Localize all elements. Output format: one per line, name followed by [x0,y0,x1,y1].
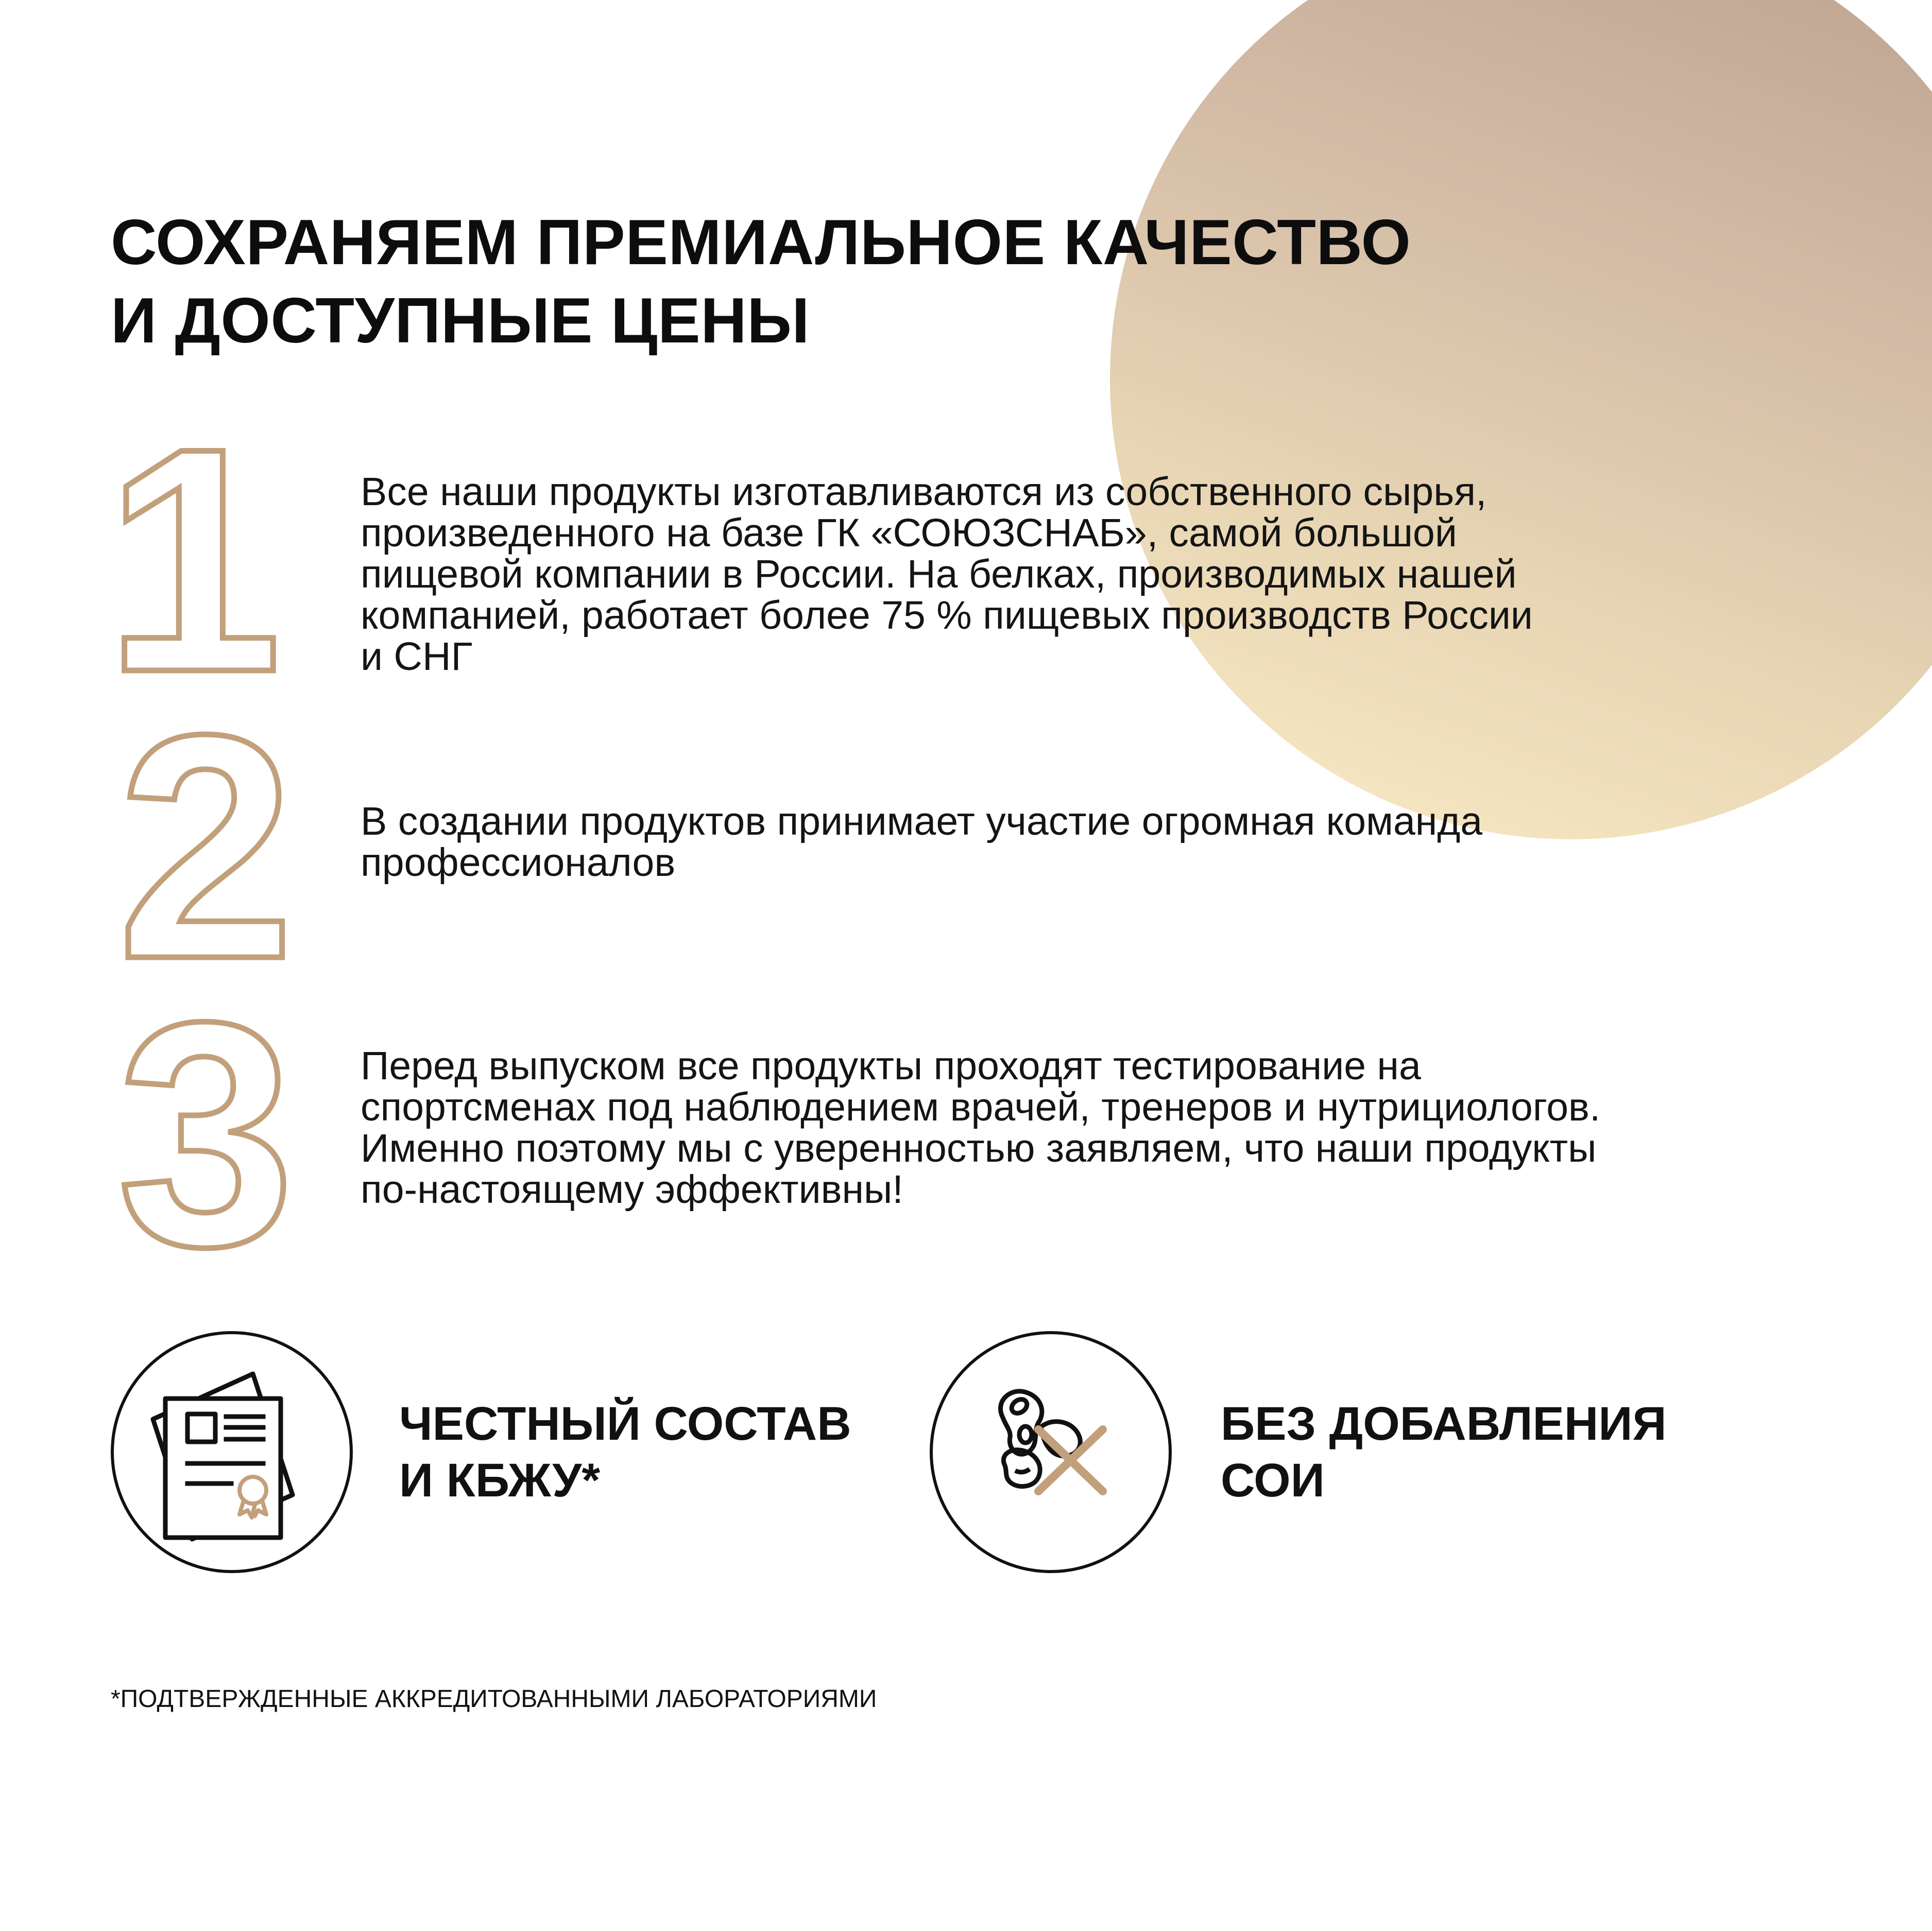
feature-title-honest-composition [399,1395,851,1509]
step-text-1 [361,471,1533,677]
step-number-1: 1 [104,382,282,738]
step-3-line: спортсменах под наблюдением врачей, тренеров и нутрициологов. [361,1085,1601,1129]
step-1-line: и СНГ [361,634,473,679]
step-2-line: профессионалов [361,840,676,885]
step-number-2: 2 [117,669,295,1025]
page-title-line-2: И ДОСТУПНЫЕ ЦЕНЫ [111,285,810,356]
decorative-gradient-circle [1110,0,1932,839]
feature-badge-honest-composition [111,1331,353,1573]
step-2-line: В создании продуктов принимает участие огромная команда [361,799,1483,843]
page-title [111,203,1411,360]
footnote: *ПОДТВЕРЖДЕННЫЕ АККРЕДИТОВАННЫМИ ЛАБОРАТОРИЯМИ [111,1685,877,1713]
certificate-document-icon [114,1334,356,1576]
feature-2-line-1: БЕЗ ДОБАВЛЕНИЯ [1221,1398,1667,1450]
step-3-line: Именно поэтому мы с уверенностью заявляем, что наши продукты [361,1126,1597,1170]
feature-title-no-soy [1221,1395,1667,1509]
step-3-line: Перед выпуском все продукты проходят тестирование на [361,1044,1421,1088]
step-1-line: произведенного на базе ГК «СОЮЗСНАБ», самой большой [361,511,1457,555]
step-number-3: 3 [117,956,295,1313]
step-1-line: Все наши продукты изготавливаются из собственного сырья, [361,470,1487,514]
page-title-line-1: СОХРАНЯЕМ ПРЕМИАЛЬНОЕ КАЧЕСТВО [111,207,1411,278]
step-3-line: по-настоящему эффективны! [361,1167,903,1212]
feature-1-line-1: ЧЕСТНЫЙ СОСТАВ [399,1398,851,1450]
step-text-2 [361,801,1482,883]
step-text-3 [361,1045,1600,1210]
step-1-line: компанией, работает более 75 % пищевых производств России [361,593,1533,637]
no-soy-icon [933,1334,1175,1576]
step-1-line: пищевой компании в России. На белках, производимых нашей [361,552,1517,596]
feature-2-line-2: СОИ [1221,1454,1325,1507]
feature-badge-no-soy [930,1331,1172,1573]
feature-1-line-2: И КБЖУ* [399,1454,601,1507]
